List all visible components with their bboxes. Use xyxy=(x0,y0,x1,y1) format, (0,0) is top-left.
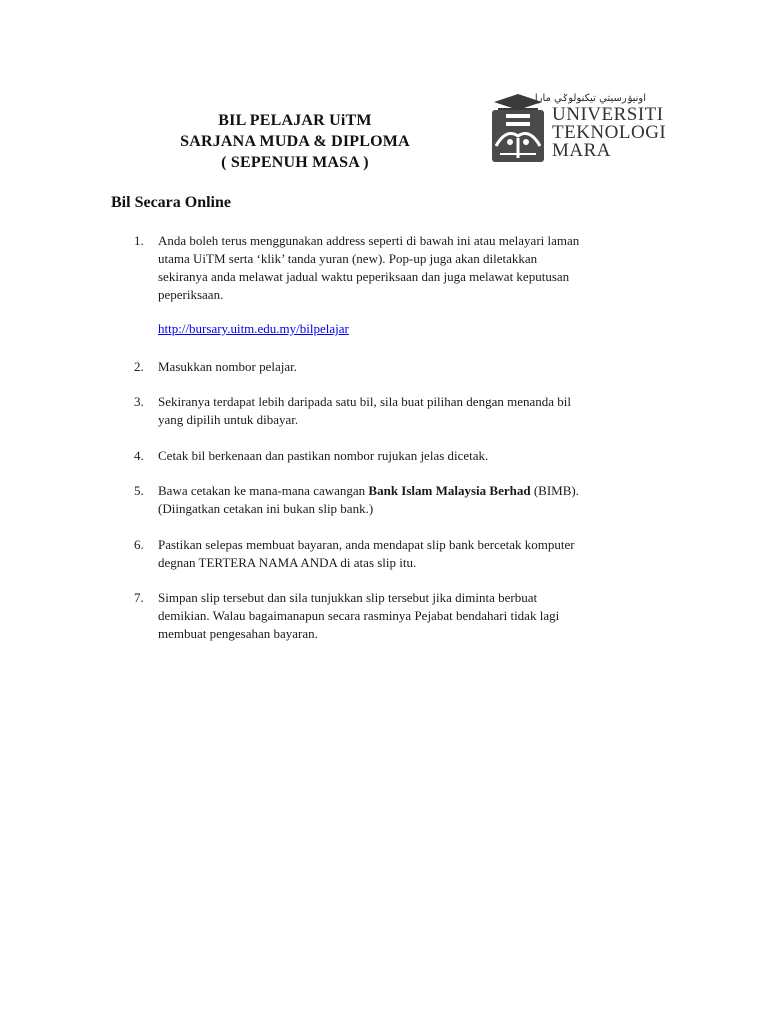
list-item-number: 2. xyxy=(134,359,144,374)
title-line-1: BIL PELAJAR UiTM xyxy=(218,112,372,129)
list-item-number: 7. xyxy=(134,590,144,605)
list-item-text xyxy=(158,536,658,572)
list-item-text xyxy=(158,232,658,304)
list-item-text xyxy=(158,482,658,518)
list-item-number: 4. xyxy=(134,448,144,463)
text-run: Bawa cetakan ke mana-mana cawangan xyxy=(158,483,369,498)
bursary-link[interactable]: http://bursary.uitm.edu.my/bilpelajar xyxy=(158,321,349,336)
text-line: Masukkan nombor pelajar. xyxy=(158,359,297,374)
list-item-text xyxy=(158,447,658,465)
text-line xyxy=(158,482,658,500)
text-run: (BIMB). xyxy=(530,483,579,498)
text-line: sekiranya anda melawat jadual waktu peperiksaan dan juga melawat keputusan xyxy=(158,269,570,284)
logo-line-3: MARA xyxy=(552,140,612,161)
text-line: Simpan slip tersebut dan sila tunjukkan slip tersebut jika diminta berbuat xyxy=(158,590,538,605)
text-line: Anda boleh terus menggunakan address seperti di bawah ini atau melayari laman xyxy=(158,233,580,248)
logo-line-2: TEKNOLOGI xyxy=(552,122,667,143)
text-line: degnan TERTERA NAMA ANDA di atas slip itu. xyxy=(158,555,417,570)
text-line: Sekiranya terdapat lebih daripada satu bil, sila buat pilihan dengan menanda bil xyxy=(158,394,571,409)
text-line: demikian. Walau bagaimanapun secara rasminya Pejabat bendahari tidak lagi xyxy=(158,608,560,623)
list-item-number: 5. xyxy=(134,483,144,498)
list-item-text xyxy=(158,358,658,376)
text-line: Cetak bil berkenaan dan pastikan nombor rujukan jelas dicetak. xyxy=(158,448,489,463)
text-line: Pastikan selepas membuat bayaran, anda mendapat slip bank bercetak komputer xyxy=(158,537,575,552)
list-item-number: 1. xyxy=(134,233,144,248)
list-item-number: 3. xyxy=(134,394,144,409)
title-line-3: ( SEPENUH MASA ) xyxy=(221,154,369,171)
list-item-number: 6. xyxy=(134,537,144,552)
logo-wordmark xyxy=(552,106,666,160)
text-line: yang dipilih untuk dibayar. xyxy=(158,412,299,427)
list-item-text xyxy=(158,589,658,643)
text-line: (Diingatkan cetakan ini bukan slip bank.) xyxy=(158,501,374,516)
bank-name: Bank Islam Malaysia Berhad xyxy=(368,483,531,498)
uitm-logo xyxy=(488,92,668,168)
section-heading: Bil Secara Online xyxy=(111,194,231,211)
logo-jawi-text: اونيۏرسيتي تيكنولوݢي مارا xyxy=(534,93,646,104)
logo-line-1: UNIVERSITI xyxy=(552,104,664,125)
list-item-text xyxy=(158,393,658,429)
text-line: membuat pengesahan bayaran. xyxy=(158,626,318,641)
text-line: utama UiTM serta ‘klik’ tanda yuran (new). Pop-up juga akan diletakkan xyxy=(158,251,538,266)
title-line-2: SARJANA MUDA & DIPLOMA xyxy=(180,133,410,150)
document-title xyxy=(160,110,430,173)
text-line: peperiksaan. xyxy=(158,287,224,302)
